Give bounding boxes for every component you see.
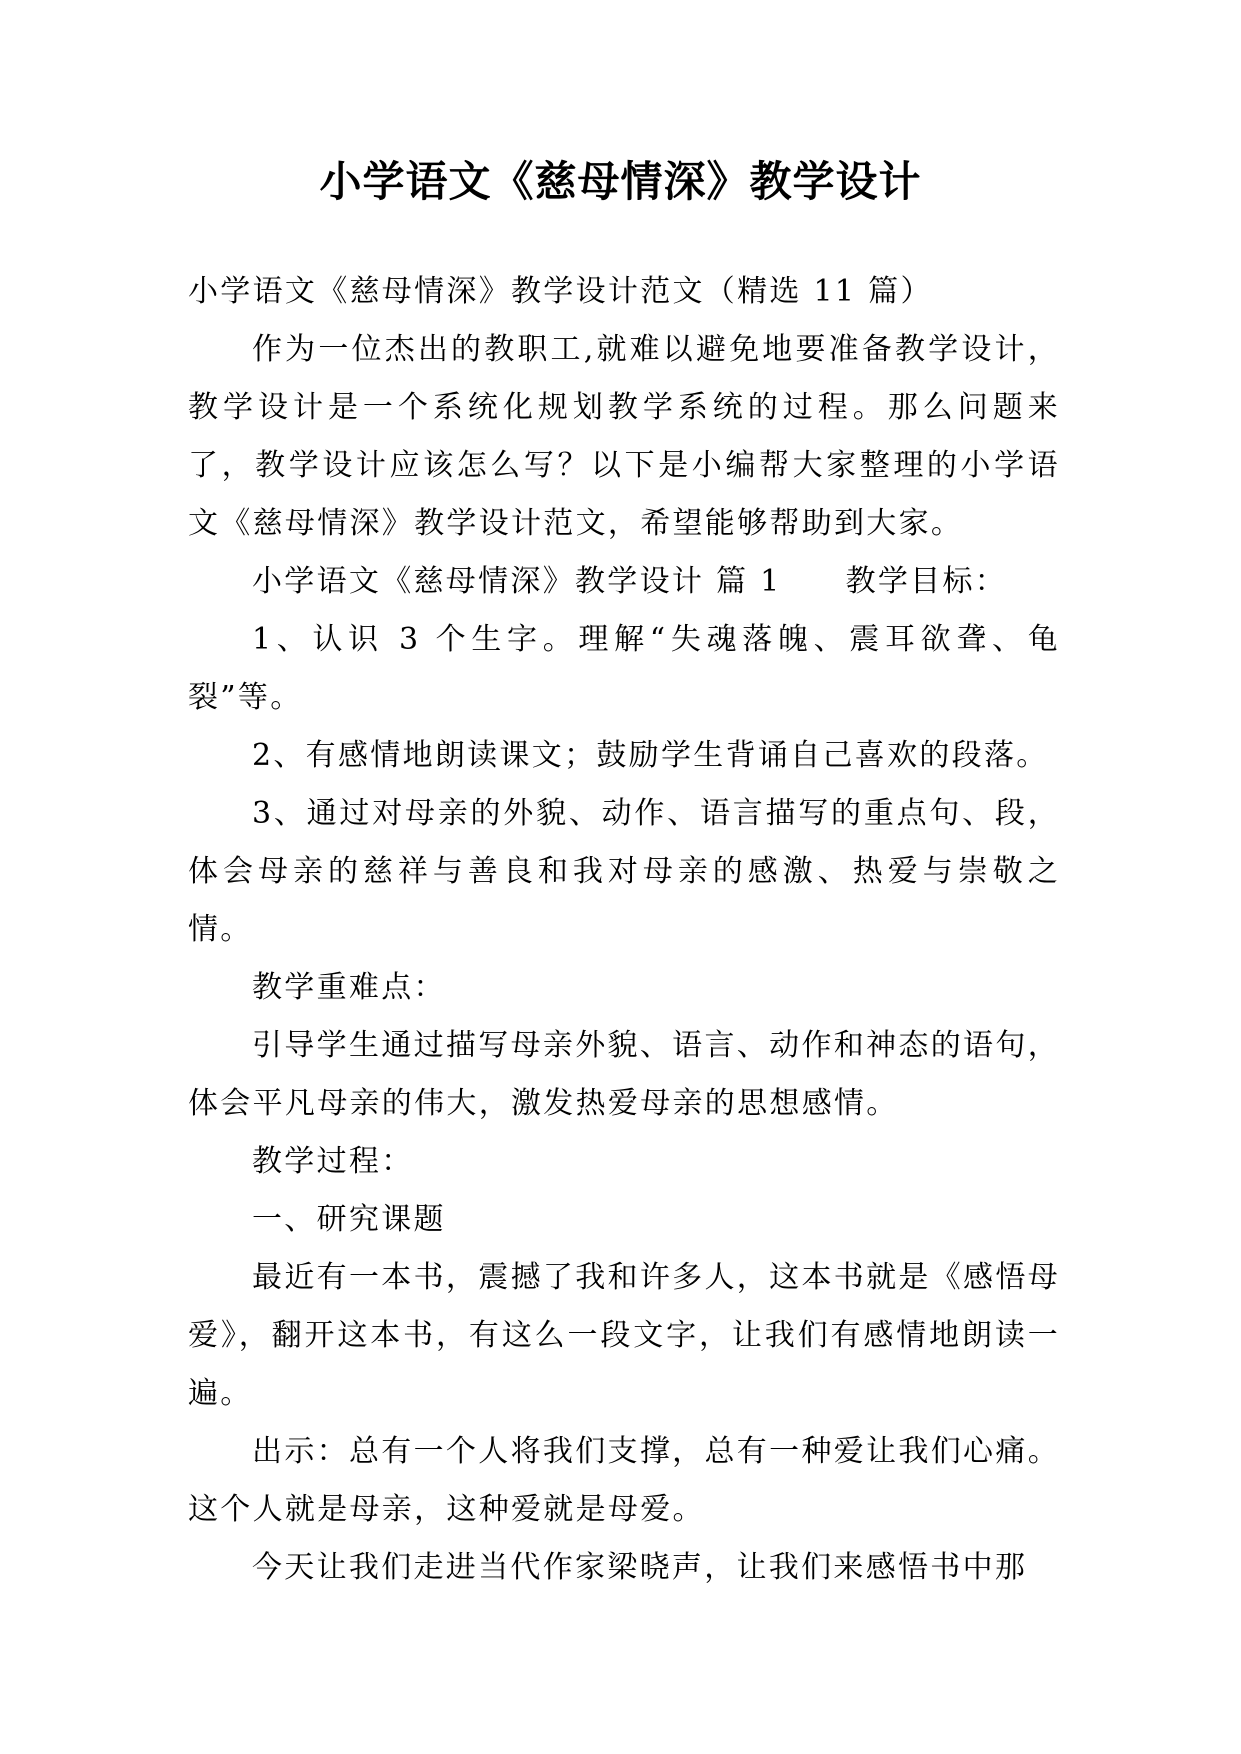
part1-heading-line — [188, 553, 1060, 611]
today-paragraph: 今天让我们走进当代作家梁晓声，让我们来感悟书中那 — [252, 1550, 1028, 1585]
process-heading: 教学过程： — [252, 1144, 414, 1179]
document-title: 小学语文《慈母情深》教学设计 — [319, 157, 922, 206]
show-paragraph: 出示：总有一个人将我们支撑，总有一种爱让我们心痛。这个人就是母亲，这种爱就是母爱。 — [188, 1434, 1060, 1527]
goal-item-2: 2、有感情地朗读课文；鼓励学生背诵自己喜欢的段落。 — [252, 738, 1049, 773]
key-points-heading: 教学重难点： — [252, 970, 446, 1005]
book-paragraph: 最近有一本书，震撼了我和许多人，这本书就是《感悟母爱》，翻开这本书，有这么一段文字，让我们有感情地朗读一遍。 — [188, 1260, 1060, 1411]
key-points-paragraph: 引导学生通过描写母亲外貌、语言、动作和神态的语句，体会平凡母亲的伟大，激发热爱母亲的思想感情。 — [188, 1028, 1060, 1121]
section1-heading: 一、研究课题 — [252, 1202, 446, 1237]
goals-heading: 教学目标： — [845, 564, 1008, 599]
document-subtitle: 小学语文《慈母情深》教学设计范文（精选 11 篇） — [188, 274, 933, 309]
document-body — [188, 263, 1060, 1597]
part1-heading: 小学语文《慈母情深》教学设计 篇 1 — [252, 564, 782, 599]
goal-item-1: 1、认识 3 个生字。理解“失魂落魄、震耳欲聋、龟裂”等。 — [188, 622, 1060, 715]
goal-item-3: 3、通过对母亲的外貌、动作、语言描写的重点句、段，体会母亲的慈祥与善良和我对母亲的感激、热爱与崇敬之情。 — [188, 796, 1060, 947]
intro-paragraph: 作为一位杰出的教职工,就难以避免地要准备教学设计，教学设计是一个系统化规划教学系统的过程。那么问题来了，教学设计应该怎么写？以下是小编帮大家整理的小学语文《慈母情深》教学设计范文，希望能够帮助到大家。 — [188, 332, 1060, 541]
